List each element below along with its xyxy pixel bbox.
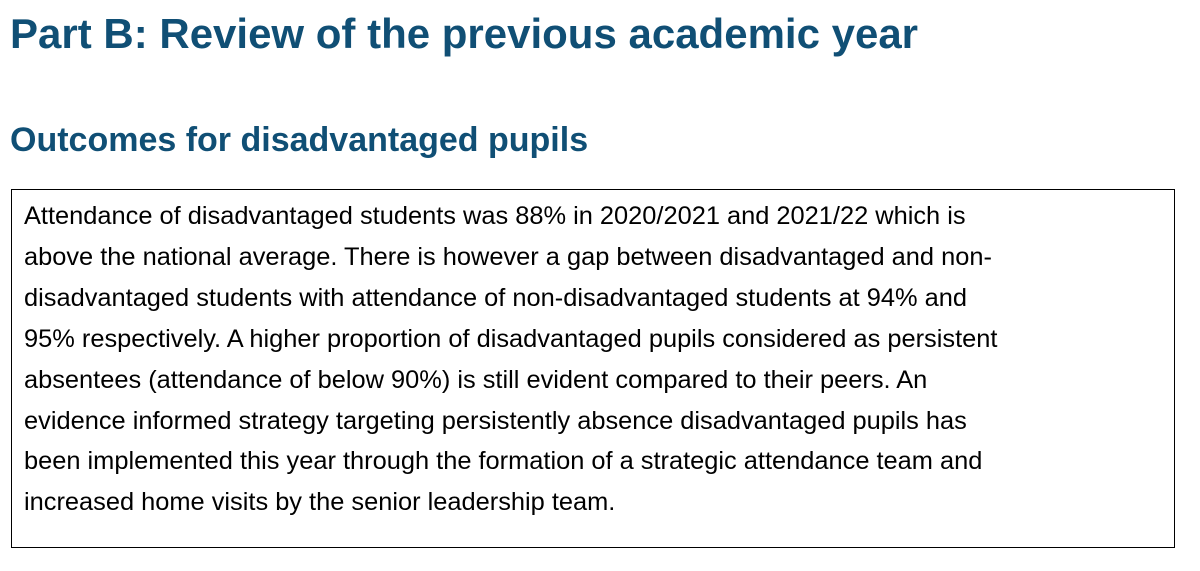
paragraph-line: above the national average. There is however a gap between disadvantaged and non- — [24, 242, 992, 271]
paragraph-line: Attendance of disadvantaged students was 88% in 2020/2021 and 2021/22 which is — [24, 202, 966, 230]
section-heading: Outcomes for disadvantaged pupils — [10, 121, 589, 159]
outcomes-text-box — [11, 189, 1175, 548]
paragraph-line: been implemented this year through the formation of a strategic attendance team and — [24, 447, 983, 476]
paragraph-line: increased home visits by the senior leadership team. — [24, 488, 616, 517]
paragraph-line: evidence informed strategy targeting persistently absence disadvantaged pupils has — [24, 406, 967, 435]
outcomes-paragraph — [24, 196, 1162, 523]
part-heading: Part B: Review of the previous academic year — [10, 10, 919, 57]
paragraph-line: 95% respectively. A higher proportion of disadvantaged pupils considered as persistent — [24, 324, 998, 353]
paragraph-line: disadvantaged students with attendance of non-disadvantaged students at 94% and — [24, 283, 967, 312]
paragraph-line: absentees (attendance of below 90%) is still evident compared to their peers. An — [24, 365, 928, 394]
